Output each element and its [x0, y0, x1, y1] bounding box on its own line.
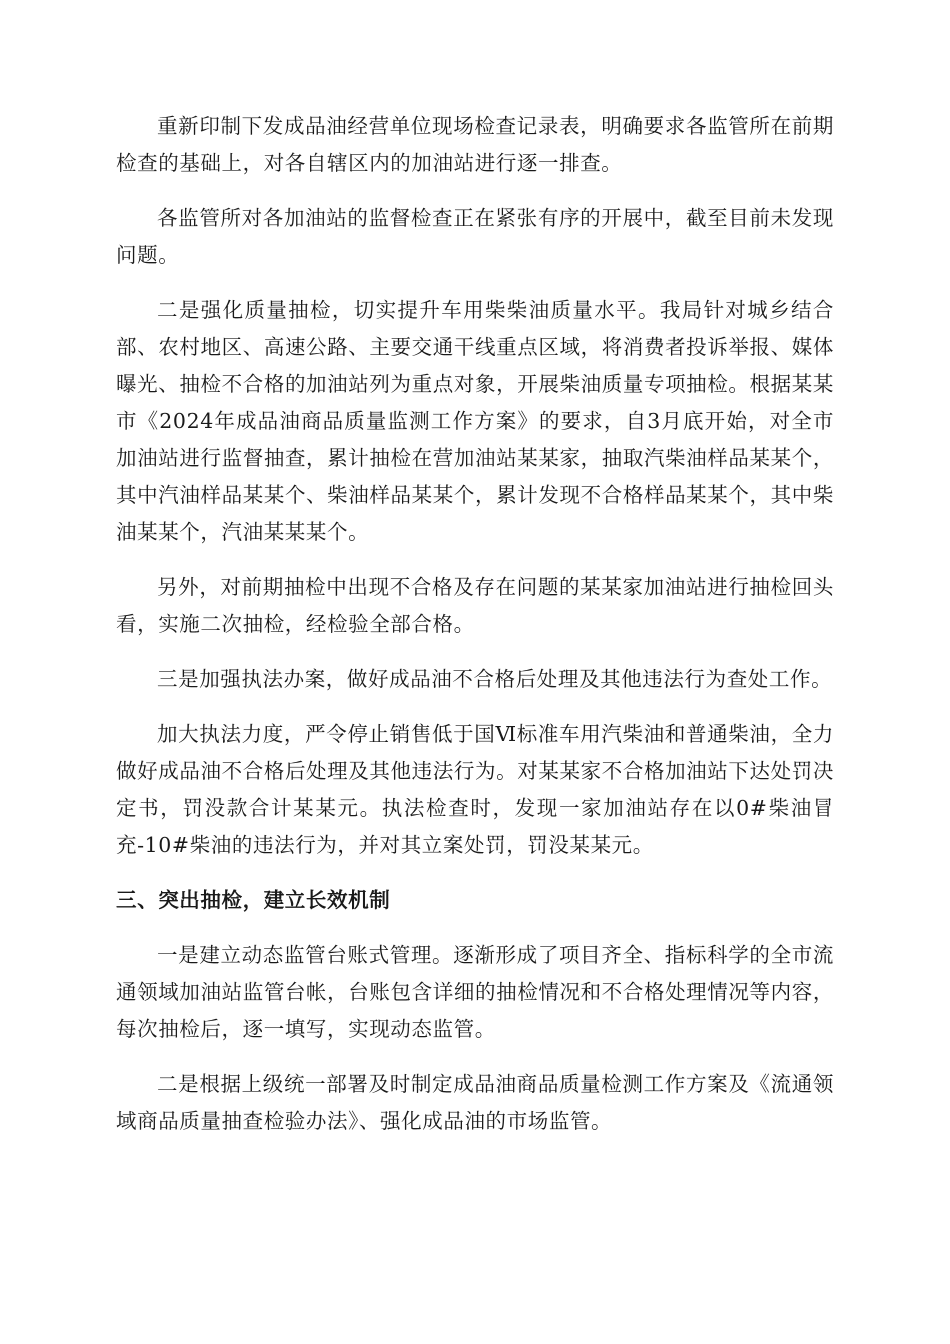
document-body	[116, 108, 834, 1158]
paragraph-penalties: 加大执法力度，严令停止销售低于国Ⅵ标准车用汽柴油和普通柴油，全力做好成品油不合格后处理及其他违法行为。对某某家不合格加油站下达处罚决定书，罚没款合计某某元。执法检查时，发现一家加油站存在以0#柴油冒充-10#柴油的违法行为，并对其立案处罚，罚没某某元。	[116, 722, 834, 857]
section-heading: 三、突出抽检，建立长效机制	[116, 888, 391, 912]
paragraph-recheck: 另外，对前期抽检中出现不合格及存在问题的某某家加油站进行抽检回头看，实施二次抽检，经检验全部合格。	[116, 575, 834, 636]
paragraph-dynamic-ledger: 一是建立动态监管台账式管理。逐渐形成了项目齐全、指标科学的全市流通领域加油站监管台帐，台账包含详细的抽检情况和不合格处理情况等内容，每次抽检后，逐一填写，实现动态监管。	[116, 943, 834, 1041]
paragraph-supervision-progress: 各监管所对各加油站的监督检查正在紧张有序的开展中，截至目前未发现问题。	[116, 206, 834, 267]
paragraph-work-plan: 二是根据上级统一部署及时制定成品油商品质量检测工作方案及《流通领域商品质量抽查检验办法》、强化成品油的市场监管。	[116, 1072, 834, 1133]
paragraph-law-enforcement: 三是加强执法办案，做好成品油不合格后处理及其他违法行为查处工作。	[157, 667, 833, 691]
paragraph-inspection-form: 重新印制下发成品油经营单位现场检查记录表，明确要求各监管所在前期检查的基础上，对各自辖区内的加油站进行逐一排查。	[116, 114, 834, 175]
paragraph-quality-sampling: 二是强化质量抽检，切实提升车用柴柴油质量水平。我局针对城乡结合部、农村地区、高速公路、主要交通干线重点区域，将消费者投诉举报、媒体曝光、抽检不合格的加油站列为重点对象，开展柴油质量专项抽检。根据某某市《2024年成品油商品质量监测工作方案》的要求，自3月底开始，对全市加油站进行监督抽查，累计抽检在营加油站某某家，抽取汽柴油样品某某个，其中汽油样品某某个、柴油样品某某个，累计发现不合格样品某某个，其中柴油某某个，汽油某某某个。	[116, 298, 834, 544]
